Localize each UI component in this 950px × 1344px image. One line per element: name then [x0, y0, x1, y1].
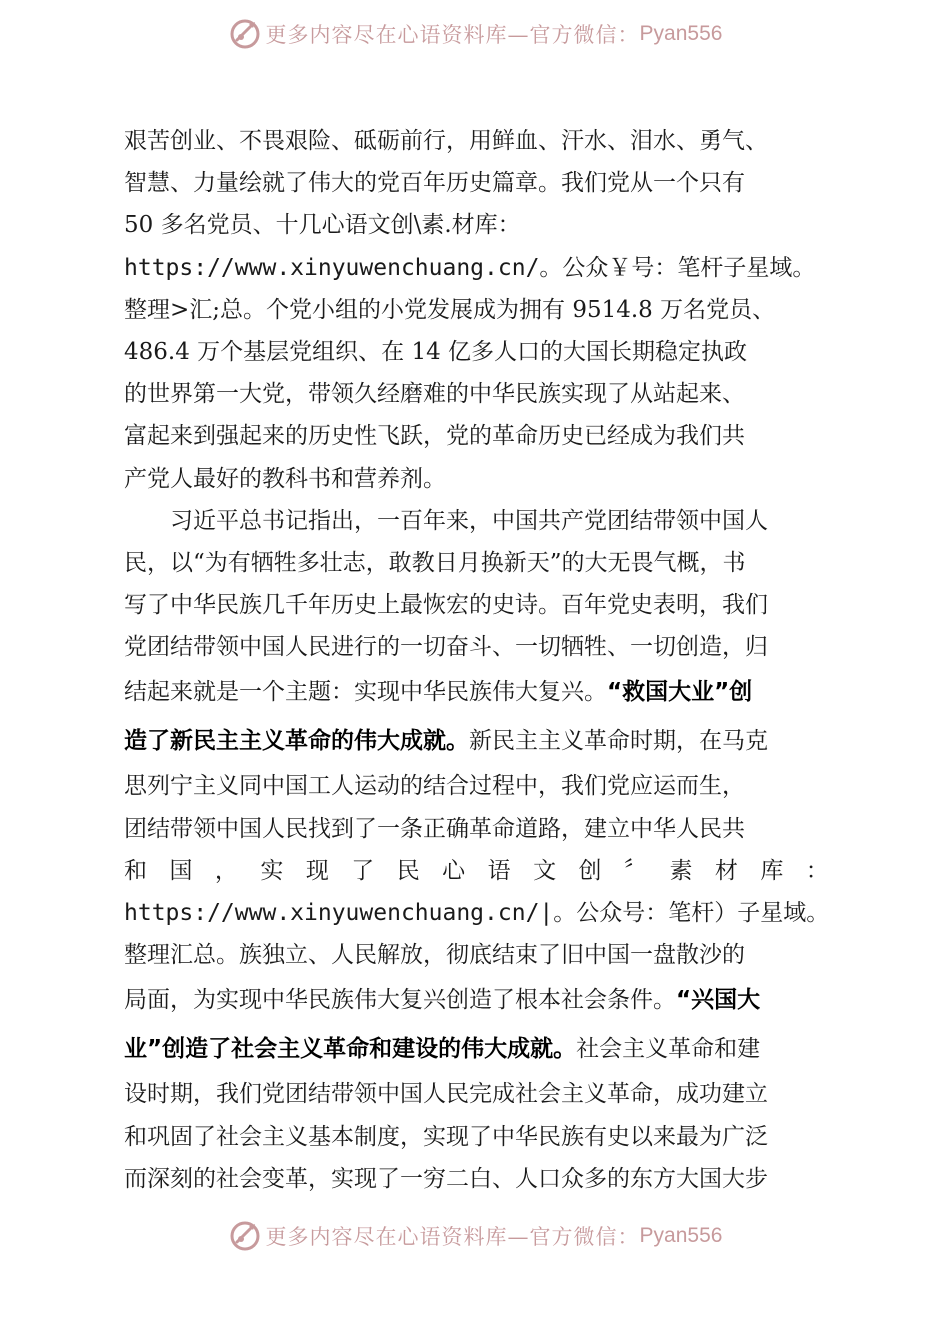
spread-char: 〞 [623, 857, 647, 884]
brand-logo-icon [228, 1219, 262, 1253]
text-line-url: https://www.xinyuwenchuang.cn/|。公众号：笔杆）子星域。 [124, 900, 829, 926]
footer-banner-text: 更多内容尽在心语资料库—官方微信： [265, 1225, 640, 1249]
text-segment: 社会主义革命和建 [576, 1035, 761, 1062]
text-line: 党团结带领中国人民进行的一切奋斗、一切牺牲、一切创造，归 [124, 634, 768, 661]
spread-char: 创 [578, 857, 602, 884]
spread-char: 素 [669, 857, 693, 884]
spread-char: 了 [351, 857, 375, 884]
spread-char: 和 [124, 857, 147, 884]
text-line: 整理>汇;总。个党小组的小党发展成为拥有 9514.8 万名党员、 [124, 296, 776, 323]
brand-logo-icon [228, 17, 262, 51]
spread-char: ： [805, 857, 829, 884]
text-line: 写了中华民族几千年历史上最恢宏的史诗。百年党史表明，我们 [124, 592, 768, 619]
bold-heading-text: 业”创造了社会主义革命和建设的伟大成就。 [124, 1035, 577, 1062]
text-line: 民，以“为有牺牲多壮志，敢教日月换新天”的大无畏气概，书 [124, 549, 746, 576]
spread-char: 心 [442, 857, 466, 884]
spread-char: 材 [714, 857, 738, 884]
spread-char: 现 [305, 857, 329, 884]
document-body [124, 120, 829, 1200]
text-segment: 新民主主义革命时期，在马克 [469, 727, 768, 754]
text-segment: 局面，为实现中华民族伟大复兴创造了根本社会条件。 [124, 987, 676, 1014]
text-line: 设时期，我们党团结带领中国人民完成社会主义革命，成功建立 [124, 1081, 768, 1108]
text-line: 而深刻的社会变革，实现了一穷二白、人口众多的东方大国大步 [124, 1165, 768, 1192]
text-line: 艰苦创业、不畏艰险、砥砺前行，用鲜血、汗水、泪水、勇气、 [124, 128, 768, 154]
spread-char: ， [214, 857, 238, 884]
footer-banner [0, 1216, 950, 1256]
spread-char: 实 [260, 857, 284, 884]
spread-char: 国 [169, 857, 193, 884]
bold-heading-text: “救国大业”创 [607, 679, 753, 706]
text-line: 富起来到强起来的历史性飞跃，党的革命历史已经成为我们共 [124, 423, 745, 450]
header-banner-text: 更多内容尽在心语资料库—官方微信： [265, 23, 640, 47]
text-line: 智慧、力量绘就了伟大的党百年历史篇章。我们党从一个只有 [124, 170, 745, 197]
text-line [124, 1025, 829, 1074]
text-line: 产党人最好的教科书和营养剂。 [124, 465, 446, 492]
text-line [124, 668, 829, 717]
bold-heading-text: 造了新民主主义革命的伟大成就。 [124, 727, 469, 754]
text-line [124, 976, 829, 1025]
paragraph-start-line: 习近平总书记指出，一百年来，中国共产党团结带领中国人 [170, 507, 768, 534]
text-line: 的世界第一大党，带领久经磨难的中华民族实现了从站起来、 [124, 381, 745, 408]
bold-heading-text: “兴国大 [676, 987, 761, 1014]
text-line: 50 多名党员、十几心语文创\素.材库： [124, 212, 521, 239]
text-line: 整理汇总。族独立、人民解放，彻底结束了旧中国一盘散沙的 [124, 942, 745, 969]
text-line-spread [124, 850, 829, 892]
text-line-url: https://www.xinyuwenchuang.cn/。公众￥号：笔杆子星域。 [124, 254, 816, 281]
text-line: 和巩固了社会主义基本制度，实现了中华民族有史以来最为广泛 [124, 1123, 768, 1150]
text-segment: 结起来就是一个主题：实现中华民族伟大复兴。 [124, 679, 607, 706]
header-banner [0, 14, 950, 54]
spread-char: 语 [487, 857, 511, 884]
spread-char: 民 [396, 857, 420, 884]
header-wechat-id: Pyan556 [639, 22, 723, 45]
spread-char: 文 [533, 857, 557, 884]
text-line: 思列宁主义同中国工人运动的结合过程中，我们党应运而生， [124, 773, 745, 800]
text-line: 486.4 万个基层党组织、在 14 亿多人口的大国长期稳定执政 [124, 338, 748, 365]
spread-char: 库 [760, 857, 784, 884]
footer-wechat-id: Pyan556 [639, 1224, 723, 1247]
text-line [124, 717, 829, 766]
text-line: 团结带领中国人民找到了一条正确革命道路，建立中华人民共 [124, 815, 745, 842]
